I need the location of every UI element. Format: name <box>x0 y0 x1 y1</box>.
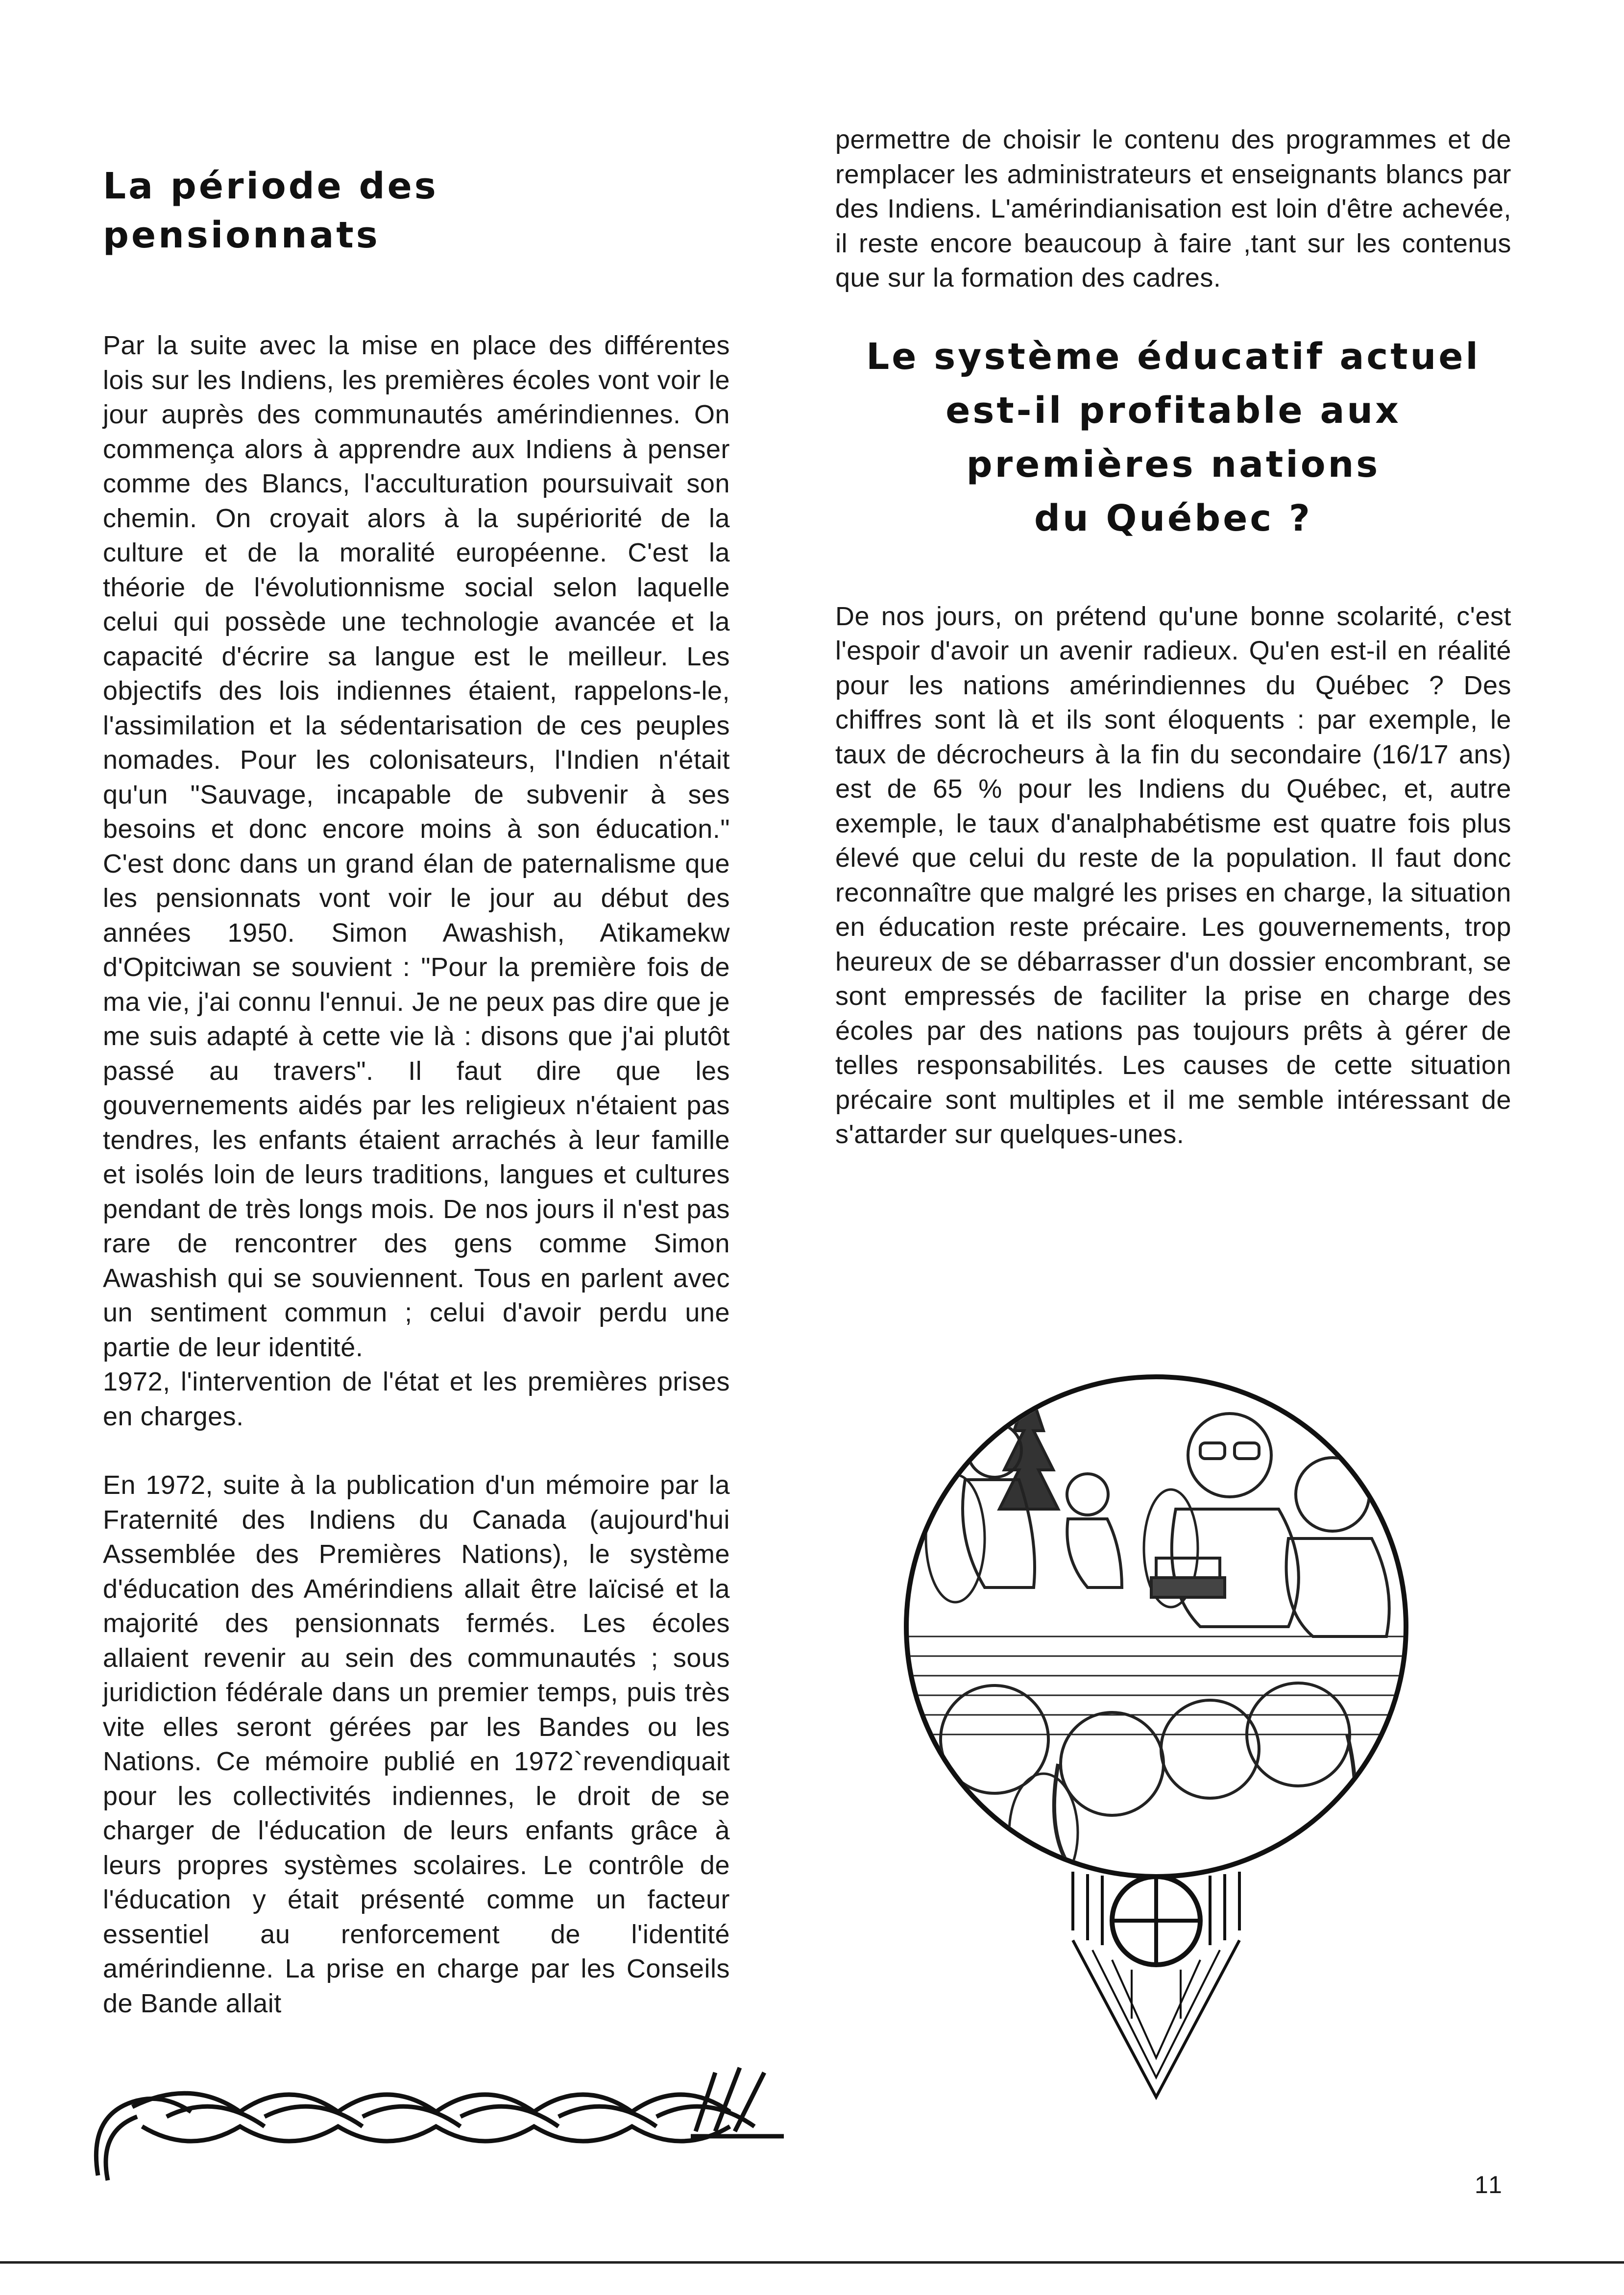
bottom-rule <box>0 2261 1624 2264</box>
heading-line: Le système éducatif actuel <box>866 335 1480 378</box>
right-column <box>835 122 1511 1152</box>
paragraph-pensionnats: Par la suite avec la mise en place des différentes lois sur les Indiens, les premières écoles vont voir le jour auprès des communautés amérindiennes. On commença alors à apprendre aux Indiens à penser comme des Blancs, l'acculturation poursuivait son chemin. On croyait alors à la supériorité de la culture et de la moralité européenne. C'est la théorie de l'évolutionnisme social selon laquelle celui qui possède une technologie avancée et la capacité d'écrire sa langue est le meilleur. Les objectifs des lois indiennes étaient, rappelons-le, l'assimilation et la sédentarisation de ces peuples nomades. Pour les colonisateurs, l'Indien n'était qu'un "Sauvage, incapable de subvenir à ses besoins et donc encore moins à son éducation." C'est donc dans un grand élan de paternalisme que les pensionnats vont voir le jour au début des années 1950. Simon Awashish, Atikamekw d'Opitciwan se souvient : "Pour la première fois de ma vie, j'ai connu l'ennui. Je ne peux pas dire que je me suis adapté à cette vie là : disons que j'ai plutôt passé au travers". Il faut dire que les gouvernements aidés par les religieux n'étaient pas tendres, les enfants étaient arrachés à leur famille et isolés loin de leurs traditions, langues et cultures pendant de très longs mois. De nos jours il n'est pas rare de rencontrer des gens comme Simon Awashish qui se souviennent. Tous en parlent avec un sentiment commun ; celui d'avoir perdu une partie de leur identité. <box>103 331 730 1362</box>
section-heading-systeme-educatif <box>835 330 1511 545</box>
heading-line: est-il profitable aux <box>945 389 1401 432</box>
paragraph-systeme-educatif: De nos jours, on prétend qu'une bonne scolarité, c'est l'espoir d'avoir un avenir radieux. Qu'en est-il en réalité pour les nations amérindiennes du Québec ? Des chiffres sont là et ils sont éloquents : par exemple, le taux de décrocheurs à la fin du secondaire (16/17 ans) est de 65 % pour les Indiens du Québec, et, autre exemple, le taux d'analphabétisme est quatre fois plus élevé que celui du reste de la population. Il faut donc reconnaître que malgré les prises en charge, la situation en éducation reste précaire. Les gouvernements, trop heureux de se débarrasser d'un dossier encombrant, se sont empressés de faciliter la prise en charge des écoles par des nations pas toujours prêts à gérer de telles responsabilités. Les causes de cette situation précaire sont multiples et il me semble intéressant de s'attarder sur quelques-unes. <box>835 601 1511 1149</box>
paragraph-continuation: permettre de choisir le contenu des programmes et de remplacer les administrateurs et enseignants blancs par des Indiens. L'amérindianisation est loin d'être achevée, il reste encore beaucoup à faire ,tant sur les contenus que sur la formation des cadres. <box>835 125 1511 293</box>
heading-line: du Québec ? <box>1034 497 1312 539</box>
left-column <box>103 162 730 2021</box>
paragraph-1972: En 1972, suite à la publication d'un mémoire par la Fraternité des Indiens du Canada (aujourd'hui Assemblée des Premières Nations), le système d'éducation des Amérindiens allait être laïcisé et la majorité des pensionnats fermés. Les écoles allaient revenir au sein des communautés ; sous juridiction fédérale dans un premier temps, puis très vite elles seront gérées par les Bandes ou les Nations. Ce mémoire publié en 1972`revendiquait pour les collectivités indiennes, le droit de se charger de l'éducation de leurs enfants grâce à leurs propres systèmes scolaires. Le contrôle de l'éducation y était présenté comme un facteur essentiel au renforcement de l'identité amérindienne. La prise en charge par les Conseils de Bande allait <box>103 1470 730 2018</box>
page-number: 11 <box>1475 2171 1504 2198</box>
wave-ornament <box>78 2058 794 2185</box>
paragraph-1972-intro: 1972, l'intervention de l'état et les premières prises en charges. <box>103 1367 730 1431</box>
section-heading-pensionnats: La période des pensionnats <box>103 165 438 256</box>
heading-line: premières nations <box>966 443 1381 486</box>
medallion-illustration <box>857 1333 1455 2107</box>
